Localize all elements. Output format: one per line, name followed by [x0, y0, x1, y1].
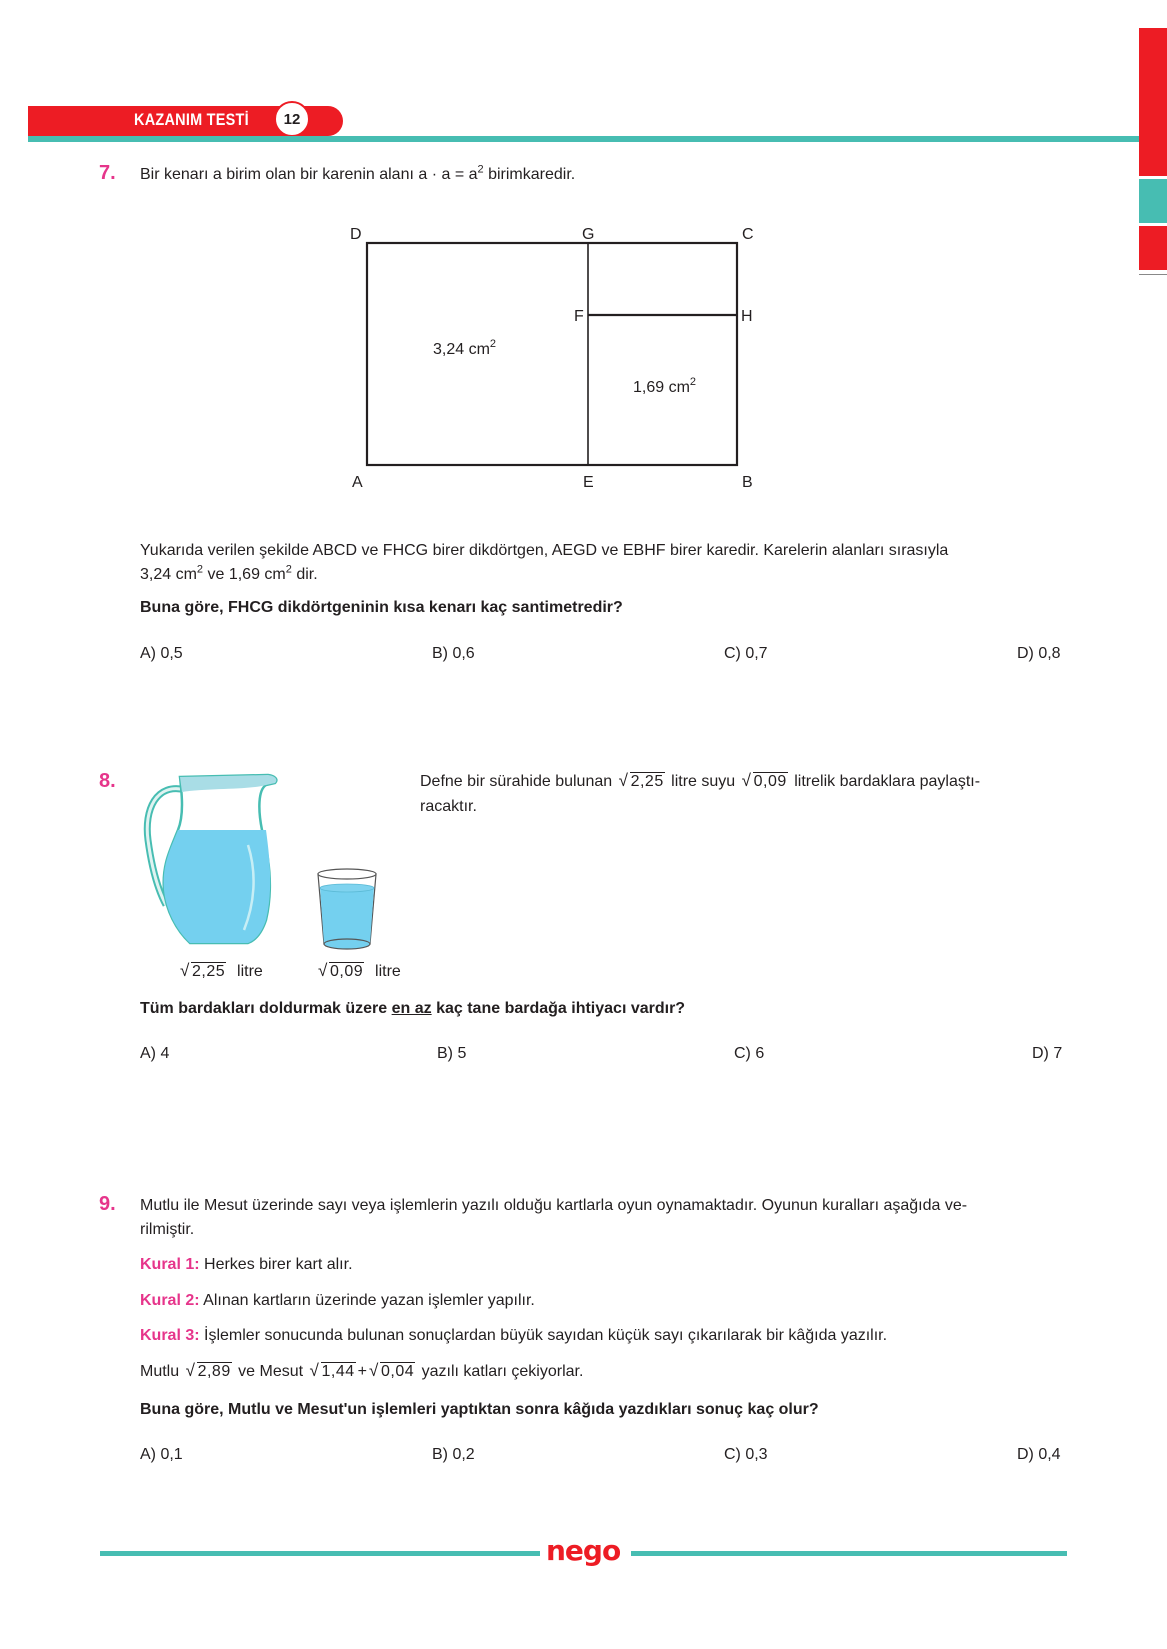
- question-9-cards: Mutlu √ 2,89 ve Mesut √ 1,44 +√ 0,04 yazılı katları çekiyorlar.: [140, 1362, 583, 1382]
- question-9-intro-line2: rilmiştir.: [140, 1221, 195, 1238]
- question-9-number: 9.: [99, 1193, 116, 1215]
- label-H: H: [741, 308, 753, 325]
- question-7-option-c[interactable]: C) 0,7: [724, 645, 768, 662]
- glass-icon: [312, 866, 382, 952]
- side-tab-red-top: [1139, 28, 1167, 176]
- test-number: 12: [283, 110, 301, 128]
- jug-volume-label: √ 2,25 litre: [178, 962, 263, 982]
- side-tab-teal: [1139, 179, 1167, 223]
- header-title: KAZANIM TESTİ: [134, 110, 249, 129]
- question-8-option-b[interactable]: B) 5: [437, 1045, 467, 1062]
- question-7-figure: [340, 215, 760, 495]
- question-7-option-d[interactable]: D) 0,8: [1017, 645, 1061, 662]
- question-7-prompt: Buna göre, FHCG dikdörtgeninin kısa kenarı kaç santimetredir?: [140, 599, 623, 616]
- label-D: D: [350, 226, 362, 243]
- nego-logo: nego: [546, 1534, 621, 1567]
- label-B: B: [742, 474, 753, 491]
- side-tab-line: [1139, 274, 1167, 275]
- label-C: C: [742, 226, 754, 243]
- question-9-intro-line1: Mutlu ile Mesut üzerinde sayı veya işlemlerin yazılı olduğu kartlarla oyun oynamaktadır. Oyunun kuralları aşağıda ve-: [140, 1197, 968, 1214]
- label-E: E: [583, 474, 594, 491]
- rectangle-ABCD: [367, 243, 737, 465]
- question-7-body-line2: 3,24 $cm^2$ ve 1,69 $cm^2$ dir.: [140, 563, 318, 583]
- area-large-label: 3,24 $cm^2$: [433, 338, 497, 358]
- label-G: G: [582, 226, 595, 243]
- label-A: A: [352, 474, 363, 491]
- header-rule: [28, 136, 1139, 142]
- question-8-prompt: Tüm bardakları doldurmak üzere en az kaç tane bardağa ihtiyacı vardır?: [140, 1000, 686, 1017]
- area-small-label: 1,69 $cm^2$: [633, 376, 697, 396]
- question-7-option-a[interactable]: A) 0,5: [140, 645, 183, 662]
- question-9-option-c[interactable]: C) 0,3: [724, 1446, 768, 1463]
- question-8-number: 8.: [99, 770, 116, 792]
- question-8-text-line2: racaktır.: [420, 798, 477, 815]
- question-7-intro: Bir kenarı a birim olan bir karenin alanı $a \cdot a = a^2$ birimkaredir.: [140, 163, 576, 183]
- question-8-text-line1: Defne bir sürahide bulunan √ 2,25 litre suyu √ 0,09 litrelik bardaklara paylaştı-: [420, 772, 980, 792]
- question-8-option-a[interactable]: A) 4: [140, 1045, 170, 1062]
- question-7-number: 7.: [99, 162, 116, 184]
- rule-2: Kural 2: Alınan kartların üzerinde yazan işlemler yapılır.: [140, 1292, 535, 1309]
- rule-3: Kural 3: İşlemler sonucunda bulunan sonuçlardan büyük sayıdan küçük sayı çıkarılarak bir kâğıda yazılır.: [140, 1327, 888, 1344]
- question-8-option-d[interactable]: D) 7: [1032, 1045, 1063, 1062]
- question-9-prompt: Buna göre, Mutlu ve Mesut'un işlemleri yaptıktan sonra kâğıda yazdıkları sonuç kaç olur?: [140, 1401, 819, 1418]
- question-9-option-b[interactable]: B) 0,2: [432, 1446, 475, 1463]
- question-7-body-line1: Yukarıda verilen şekilde ABCD ve FHCG birer dikdörtgen, AEGD ve EBHF birer karedir. Karelerin alanları sırasıyla: [140, 542, 949, 559]
- question-9-option-d[interactable]: D) 0,4: [1017, 1446, 1061, 1463]
- question-8-option-c[interactable]: C) 6: [734, 1045, 765, 1062]
- glass-volume-label: √ 0,09 litre: [316, 962, 401, 982]
- label-F: F: [574, 308, 584, 325]
- test-number-badge: [274, 101, 310, 137]
- jug-icon: [138, 770, 288, 950]
- footer-rule-right: [631, 1551, 1067, 1556]
- side-tab-red-bottom: [1139, 226, 1167, 270]
- question-9-option-a[interactable]: A) 0,1: [140, 1446, 183, 1463]
- question-7-option-b[interactable]: B) 0,6: [432, 645, 475, 662]
- rule-1: Kural 1: Herkes birer kart alır.: [140, 1256, 353, 1273]
- footer-rule-left: [100, 1551, 540, 1556]
